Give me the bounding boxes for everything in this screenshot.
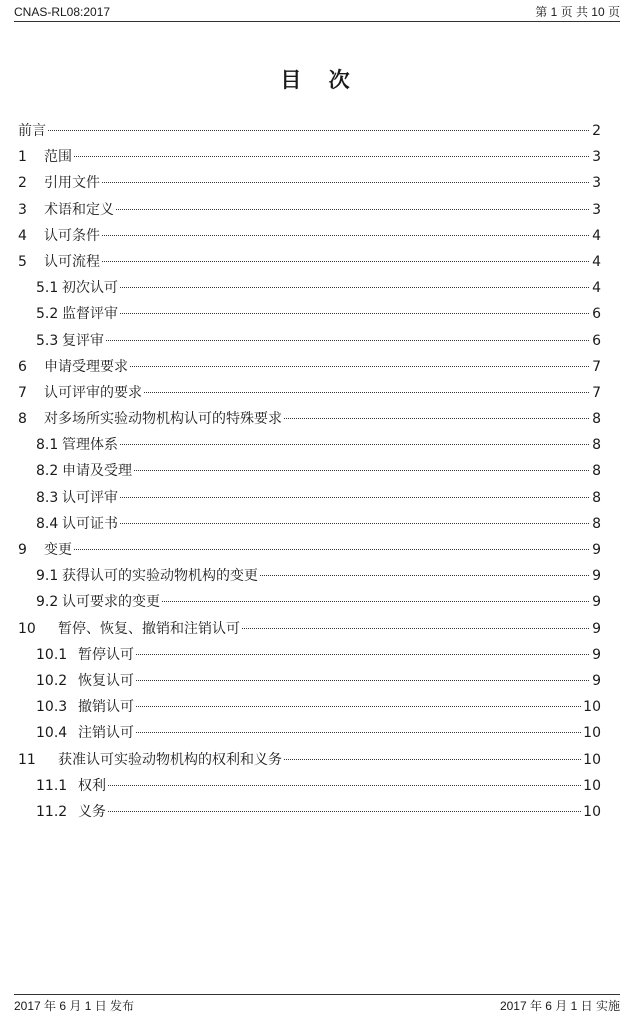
toc-page-number: 9 — [592, 568, 601, 585]
table-of-contents — [18, 118, 601, 825]
toc-entry[interactable] — [18, 720, 601, 746]
toc-entry-title: 申请及受理 — [62, 463, 132, 480]
toc-entry-title: 管理体系 — [62, 437, 118, 454]
toc-entry-number: 5.1 — [36, 280, 59, 297]
toc-entry-title: 认可评审 — [62, 489, 118, 506]
toc-dot-leader — [136, 706, 581, 707]
toc-page-number: 9 — [592, 672, 601, 689]
page-footer — [14, 998, 620, 1014]
toc-page-number: 10 — [583, 725, 601, 742]
toc-dot-leader — [242, 628, 589, 629]
toc-entry[interactable] — [18, 328, 601, 354]
toc-page-number: 10 — [583, 699, 601, 716]
toc-dot-leader — [106, 340, 589, 341]
toc-entry[interactable] — [18, 485, 601, 511]
toc-entry-number: 9.1 — [36, 568, 59, 585]
toc-page-number: 6 — [592, 306, 601, 323]
toc-dot-leader — [120, 444, 589, 445]
toc-entry-title: 获得认可的实验动物机构的变更 — [62, 568, 258, 585]
toc-dot-leader — [284, 759, 581, 760]
toc-page-number: 3 — [592, 175, 601, 192]
toc-entry[interactable] — [18, 642, 601, 668]
toc-entry-number: 11.1 — [36, 777, 68, 794]
toc-entry-title: 复评审 — [62, 332, 104, 349]
toc-entry-title: 注销认可 — [78, 725, 134, 742]
toc-entry[interactable] — [18, 458, 601, 484]
toc-entry[interactable] — [18, 511, 601, 537]
toc-dot-leader — [120, 497, 589, 498]
toc-dot-leader — [102, 182, 589, 183]
toc-page-number: 6 — [592, 332, 601, 349]
toc-page-number: 4 — [592, 280, 601, 297]
toc-entry-title: 监督评审 — [62, 306, 118, 323]
toc-entry-title: 认可条件 — [44, 227, 100, 244]
toc-dot-leader — [74, 549, 589, 550]
toc-dot-leader — [48, 130, 589, 131]
toc-entry-number: 8.3 — [36, 489, 59, 506]
toc-page-number: 3 — [592, 149, 601, 166]
toc-entry[interactable] — [18, 589, 601, 615]
toc-entry-number: 5.2 — [36, 306, 59, 323]
toc-page-number: 8 — [592, 411, 601, 428]
toc-entry-title: 获准认可实验动物机构的权利和义务 — [58, 751, 282, 768]
toc-entry[interactable] — [18, 668, 601, 694]
toc-entry[interactable] — [18, 747, 601, 773]
toc-entry-title: 对多场所实验动物机构认可的特殊要求 — [44, 411, 282, 428]
toc-entry-title: 暂停、恢复、撤销和注销认可 — [58, 620, 240, 637]
toc-dot-leader — [136, 654, 589, 655]
effective-date: 2017 年 6 月 1 日 实施 — [499, 999, 620, 1013]
toc-entry-number: 8.1 — [36, 437, 59, 454]
toc-entry[interactable] — [18, 616, 601, 642]
toc-entry[interactable] — [18, 170, 601, 196]
toc-entry[interactable] — [18, 406, 601, 432]
toc-entry-number: 10.4 — [36, 725, 68, 742]
toc-page-number: 2 — [592, 123, 601, 139]
toc-entry-title: 引用文件 — [44, 175, 100, 192]
toc-entry-number: 5 — [18, 253, 27, 270]
toc-entry-number: 10 — [18, 620, 36, 637]
toc-entry[interactable] — [18, 118, 601, 144]
toc-dot-leader — [102, 261, 589, 262]
toc-page-number: 8 — [592, 489, 601, 506]
toc-dot-leader — [136, 732, 581, 733]
toc-dot-leader — [284, 418, 589, 419]
toc-entry-number: 10.3 — [36, 699, 68, 716]
toc-entry-number: 11 — [18, 751, 36, 768]
footer-divider — [14, 994, 620, 995]
toc-entry-number: 9 — [18, 542, 27, 558]
toc-entry-number: 10.1 — [36, 646, 68, 663]
toc-page-number: 10 — [583, 751, 601, 768]
toc-entry[interactable] — [18, 144, 601, 170]
toc-entry-number: 8.4 — [36, 515, 59, 532]
toc-entry-title: 义务 — [78, 803, 106, 820]
toc-entry-number: 10.2 — [36, 672, 68, 689]
toc-page-number: 9 — [592, 542, 601, 558]
page-indicator: 第 1 页 共 10 页 — [535, 5, 620, 19]
document-code: CNAS-RL08:2017 — [14, 5, 111, 19]
toc-page-number: 9 — [592, 646, 601, 663]
toc-dot-leader — [108, 785, 581, 786]
toc-entry[interactable] — [18, 537, 601, 563]
toc-entry-title: 认可证书 — [62, 515, 118, 532]
toc-entry-number: 8 — [18, 411, 27, 428]
toc-dot-leader — [120, 523, 589, 524]
toc-dot-leader — [130, 366, 589, 367]
toc-entry[interactable] — [18, 694, 601, 720]
toc-dot-leader — [136, 680, 589, 681]
toc-page-number: 8 — [592, 463, 601, 480]
toc-entry-title: 前言 — [18, 123, 46, 139]
header-divider — [14, 21, 620, 22]
toc-entry[interactable] — [18, 275, 601, 301]
toc-entry-number: 7 — [18, 384, 27, 401]
toc-entry-title: 暂停认可 — [78, 646, 134, 663]
toc-entry-number: 9.2 — [36, 594, 59, 611]
toc-entry-title: 认可评审的要求 — [44, 384, 142, 401]
toc-page-number: 4 — [592, 227, 601, 244]
toc-entry-number: 5.3 — [36, 332, 59, 349]
toc-page-number: 8 — [592, 437, 601, 454]
toc-entry-title: 变更 — [44, 542, 72, 558]
page-title: 目 次 — [280, 68, 360, 92]
toc-page-number: 7 — [592, 358, 601, 375]
toc-entry-title: 申请受理要求 — [44, 358, 128, 375]
toc-page-number: 9 — [592, 620, 601, 637]
toc-entry-number: 1 — [18, 149, 27, 166]
toc-entry[interactable] — [18, 249, 601, 275]
issue-date: 2017 年 6 月 1 日 发布 — [14, 999, 135, 1013]
toc-page-number: 8 — [592, 515, 601, 532]
toc-entry[interactable] — [18, 799, 601, 825]
toc-entry-number: 3 — [18, 201, 27, 218]
toc-dot-leader — [116, 209, 589, 210]
toc-entry-title: 认可流程 — [44, 253, 100, 270]
toc-entry-number: 4 — [18, 227, 27, 244]
toc-dot-leader — [162, 601, 589, 602]
toc-entry-number: 2 — [18, 175, 27, 192]
toc-entry[interactable] — [18, 354, 601, 380]
toc-entry-title: 认可要求的变更 — [62, 594, 160, 611]
toc-dot-leader — [102, 235, 589, 236]
toc-dot-leader — [260, 575, 589, 576]
toc-entry-title: 初次认可 — [62, 280, 118, 297]
toc-dot-leader — [144, 392, 589, 393]
toc-entry-title: 撤销认可 — [78, 699, 134, 716]
toc-entry[interactable] — [18, 432, 601, 458]
toc-entry-title: 术语和定义 — [44, 201, 114, 218]
toc-entry[interactable] — [18, 301, 601, 327]
toc-page-number: 3 — [592, 201, 601, 218]
toc-dot-leader — [120, 313, 589, 314]
toc-entry[interactable] — [18, 773, 601, 799]
toc-entry[interactable] — [18, 380, 601, 406]
toc-page-number: 10 — [583, 777, 601, 794]
toc-entry[interactable] — [18, 223, 601, 249]
toc-dot-leader — [134, 470, 589, 471]
toc-entry-title: 范围 — [44, 149, 72, 166]
toc-entry-title: 权利 — [78, 777, 106, 794]
toc-entry-title: 恢复认可 — [78, 672, 134, 689]
toc-entry-number: 8.2 — [36, 463, 59, 480]
toc-page-number: 4 — [592, 253, 601, 270]
toc-page-number: 7 — [592, 384, 601, 401]
toc-page-number: 10 — [583, 803, 601, 820]
toc-entry[interactable] — [18, 563, 601, 589]
toc-page-number: 9 — [592, 594, 601, 611]
toc-entry-number: 11.2 — [36, 803, 68, 820]
page-header — [14, 4, 620, 20]
toc-entry[interactable] — [18, 197, 601, 223]
toc-dot-leader — [74, 156, 589, 157]
toc-dot-leader — [108, 811, 581, 812]
toc-entry-number: 6 — [18, 358, 27, 375]
toc-dot-leader — [120, 287, 589, 288]
